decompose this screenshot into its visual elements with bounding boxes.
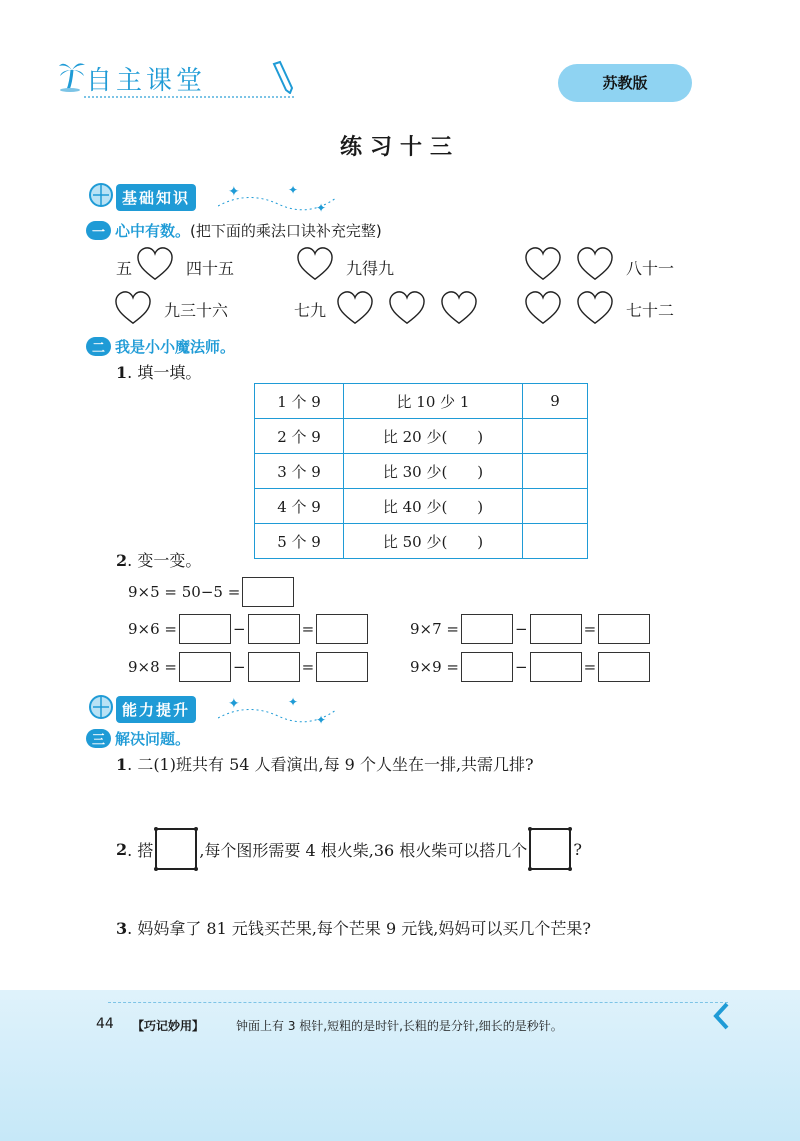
footer-divider [108,1002,728,1003]
svg-text:✦: ✦ [228,184,240,200]
section-title-ability: 能力提升 [116,696,196,723]
rhyme-1-prefix: 五 [116,259,133,278]
answer-box[interactable] [179,614,231,644]
problem-3-text: . 妈妈拿了 81 元钱买芒果,每个芒果 9 元钱,妈妈可以买几个芒果? [127,919,591,938]
question-2-heading [86,336,235,357]
table-cell[interactable]: 比 50 少( ) [344,524,523,559]
question-2-number: 二 [86,337,111,356]
question-3-number: 三 [86,729,111,748]
problem-2-text-b: ,每个图形需要 4 根火柴,36 根火柴可以搭几个 [199,840,528,860]
question-2-title: 我是小小魔法师。 [115,338,236,356]
equals-sign: = [301,620,315,638]
part-1-heading [116,360,201,383]
chevron-left-icon [712,1002,730,1034]
minus-sign: − [233,658,246,676]
table-cell: 3 个 9 [255,454,344,489]
table-cell: 2 个 9 [255,419,344,454]
part-1-text: . 填一填。 [127,363,202,382]
rhyme-1-suffix: 四十五 [186,259,235,278]
svg-text:✦: ✦ [228,696,240,712]
equals-sign: = [583,620,597,638]
part-2-text: . 变一变。 [127,551,202,570]
part-2-label: 2 [116,551,128,570]
answer-box[interactable] [461,652,513,682]
problem-1-text: . 二(1)班共有 54 人看演出,每 9 个人坐在一排,共需几排? [127,755,534,774]
problem-3-label: 3 [116,919,128,938]
equation-lhs: 9×8 = [128,658,177,676]
equation-lhs: 9×6 = [128,620,177,638]
answer-box[interactable] [316,652,368,682]
table-answer-cell[interactable] [523,524,588,559]
table-answer-cell[interactable] [523,489,588,524]
svg-text:✦: ✦ [288,695,299,709]
palm-tree-icon [58,58,86,96]
table-row [255,524,588,559]
rhyme-5-prefix: 七九 [294,301,327,320]
example-equation [128,577,294,607]
page-title: 练习十三 [339,135,460,160]
table-row [255,489,588,524]
minus-sign: − [515,620,528,638]
answer-box[interactable] [179,652,231,682]
problem-1 [116,752,534,775]
table-row [255,384,588,419]
equals-sign: = [583,658,597,676]
svg-text:✦: ✦ [316,201,327,215]
footer-background [0,990,800,1141]
globe-icon [88,694,114,724]
sparkle-decoration [218,180,338,220]
rhyme-4-suffix: 九三十六 [164,301,229,320]
question-1-number: 一 [86,221,111,240]
fill-table [254,383,588,559]
heart-blank[interactable] [524,246,562,282]
heart-blank[interactable] [576,246,614,282]
question-1-title: 心中有数。 [115,222,191,240]
table-cell: 比 10 少 1 [344,384,523,419]
sparkle-decoration [218,692,338,732]
answer-box[interactable] [530,652,582,682]
table-answer-cell[interactable] [523,419,588,454]
heart-blank[interactable] [336,290,374,326]
heart-blank[interactable] [114,290,152,326]
heart-blank[interactable] [440,290,478,326]
answer-box[interactable] [248,652,300,682]
problem-3 [116,916,591,939]
table-cell[interactable]: 比 40 少( ) [344,489,523,524]
equation-lhs: 9×9 = [410,658,459,676]
svg-text:✦: ✦ [316,713,327,727]
equation-row [128,614,368,644]
globe-icon [88,182,114,212]
equation-row [410,614,650,644]
answer-box[interactable] [598,652,650,682]
svg-text:✦: ✦ [288,183,299,197]
answer-box[interactable] [461,614,513,644]
table-cell[interactable]: 比 30 少( ) [344,454,523,489]
matchstick-square-icon [155,828,197,870]
table-row [255,419,588,454]
brand-title: 自主课堂 [86,66,207,96]
edition-badge: 苏教版 [558,64,692,102]
heart-blank[interactable] [576,290,614,326]
table-cell: 4 个 9 [255,489,344,524]
answer-box[interactable] [316,614,368,644]
question-1-note: (把下面的乘法口诀补充完整) [190,222,382,240]
equation-row [128,652,368,682]
problem-2 [116,828,582,870]
equation-lhs: 9×7 = [410,620,459,638]
problem-2-text-a: . 搭 [127,840,154,860]
problem-1-label: 1 [116,755,128,774]
heart-blank[interactable] [296,246,334,282]
equation-row [410,652,650,682]
rhyme-3-suffix: 八十一 [626,259,675,278]
table-cell: 1 个 9 [255,384,344,419]
question-1-heading [86,220,382,241]
answer-box[interactable] [530,614,582,644]
matchstick-square-icon [529,828,571,870]
rhyme-6-suffix: 七十二 [626,301,675,320]
section-title-basic: 基础知识 [116,184,196,211]
minus-sign: − [233,620,246,638]
question-3-heading [86,728,190,749]
answer-box[interactable] [598,614,650,644]
table-cell: 9 [523,384,588,419]
minus-sign: − [515,658,528,676]
table-cell: 5 个 9 [255,524,344,559]
tip-text: 钟面上有 3 根针,短粗的是时针,长粗的是分针,细长的是秒针。 [236,1019,563,1033]
table-cell[interactable]: 比 20 少( ) [344,419,523,454]
answer-box[interactable] [248,614,300,644]
part-1-label: 1 [116,363,128,382]
heart-blank[interactable] [524,290,562,326]
tip-label: 【巧记妙用】 [132,1019,205,1033]
pencil-icon [270,60,296,98]
table-answer-cell[interactable] [523,454,588,489]
answer-box[interactable] [242,577,294,607]
problem-2-text-c: ? [573,839,582,859]
heart-blank[interactable] [136,246,174,282]
table-row [255,454,588,489]
problem-2-label: 2 [116,839,128,859]
rhyme-2-suffix: 九得九 [346,259,395,278]
page-number: 44 [96,1016,114,1032]
header-divider [84,96,294,98]
equals-sign: = [301,658,315,676]
example-text: 9×5 = 50−5 = [128,583,241,601]
heart-blank[interactable] [388,290,426,326]
part-2-heading [116,548,201,571]
question-3-title: 解决问题。 [115,730,191,748]
